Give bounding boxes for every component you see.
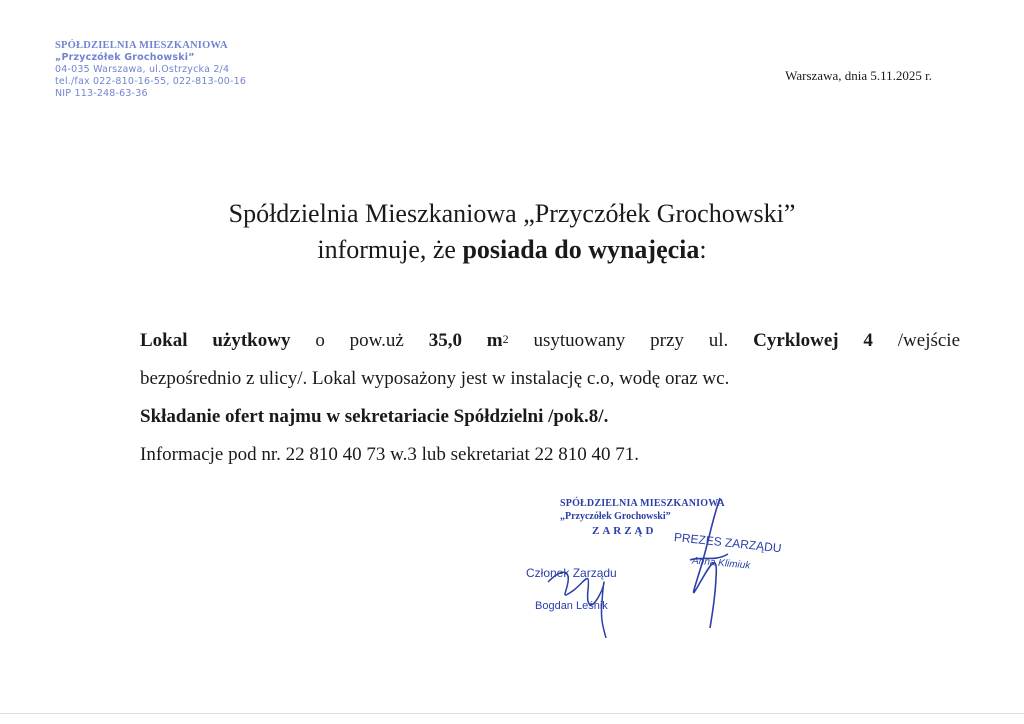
board-stamp-line-2: „Przyczółek Grochowski” [560,511,671,522]
heading-line-2 [0,232,1024,268]
offers-info-text: Składanie ofert najmu w sekretariacie Spółdzielni /pok.8/. [140,406,609,427]
premises-address: Cyrklowej 4 [753,330,873,351]
offers-info [140,398,960,436]
body-paragraph-1-line-2: bezpośrednio z ulicy/. Lokal wyposażony jest w instalację c.o, wodę oraz wc. [140,368,730,389]
heading-suffix: : [699,235,707,264]
text-fragment: o pow.uż [290,330,429,351]
heading-prefix: informuje, że [317,235,463,264]
text-fragment: /wejście [872,330,961,351]
bottom-rule [0,713,1024,714]
president-name: Anna Klimiuk [691,555,751,572]
text-fragment: usytuowany przy ul. [508,330,754,351]
heading-line-1: Spółdzielnia Mieszkaniowa „Przyczółek Grochowski” [228,199,796,228]
stamp-line: NIP 113-248-63-36 [55,88,148,99]
area-superscript: 2 [502,332,509,346]
premises-type: Lokal użytkowy [140,330,291,351]
body-paragraph-1-line-1 [140,322,960,360]
stamp-line: SPÓŁDZIELNIA MIESZKANIOWA [55,40,228,51]
cooperative-stamp [55,40,255,100]
stamp-line: 04-035 Warszawa, ul.Ostrzycka 2/4 [55,64,230,75]
announcement-heading [0,196,1024,268]
board-member-name: Bogdan Leśnik [535,600,608,612]
president-title: PREZES ZARZĄDU [673,530,783,556]
premises-area: 35,0 m [428,330,503,351]
announcement-body [140,322,960,474]
board-stamp-line-1: SPÓŁDZIELNIA MIESZKANIOWA [560,498,725,509]
stamp-line: tel./fax 022-810-16-55, 022-813-00-16 [55,76,247,87]
board-member-title: Członek Zarządu [526,566,617,580]
stamp-line: „Przyczółek Grochowski” [55,52,195,63]
contact-info: Informacje pod nr. 22 810 40 73 w.3 lub sekretariat 22 810 40 71. [140,444,640,465]
document-date: Warszawa, dnia 5.11.2025 r. [785,68,932,83]
board-stamp-line-3: ZARZĄD [592,525,657,537]
heading-bold: posiada do wynajęcia [462,235,700,264]
